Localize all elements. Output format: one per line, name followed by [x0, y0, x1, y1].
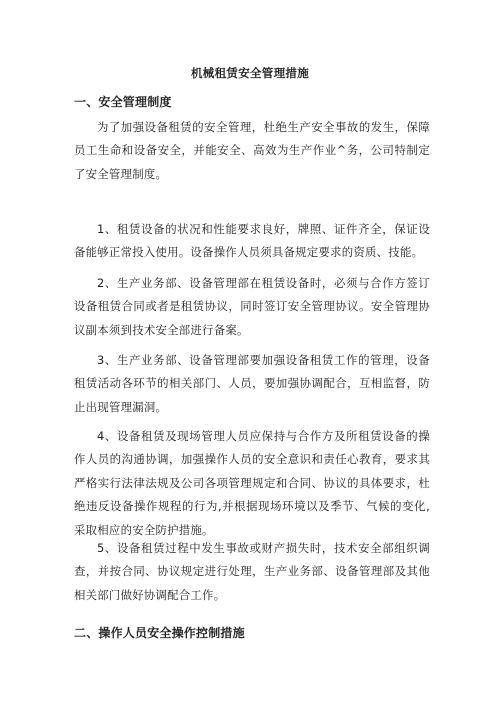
paragraph-item-4: 4、设备租赁及现场管理人员应保持与合作方及所租赁设备的操作人员的沟通协调，加强操作人员的安全意识和责任心教育，要求其严格实行法律法规及公司各项管理规定和合同、协议的具体要求，杜绝违反设备操作规程的行为,并根据现场环境以及季节、气候的变化,采取相应的安全防护措施。 [74, 429, 430, 537]
paragraph-item-1: 1、租赁设备的状况和性能要求良好，牌照、证件齐全，保证设备能够正常投入使用。设备操作人员须具备规定要求的资质、技能。 [74, 222, 430, 260]
section-heading-operator-control: 二、操作人员安全操作控制措施 [74, 626, 245, 640]
document-title: 机械租赁安全管理措施 [191, 66, 309, 80]
paragraph-item-5: 5、设备租赁过程中发生事故或财产损失时，技术安全部组织调查，并按合同、协议规定进行处理，生产业务部、设备管理部及其他相关部门做好协调配合工作。 [74, 541, 430, 602]
paragraph-item-2: 2、生产业务部、设备管理部在租赁设备时，必须与合作方签订设备租赁合同或者是租赁协议，同时签订安全管理协议。安全管理协议副本须到技术安全部进行备案。 [74, 276, 430, 337]
paragraph-item-3: 3、生产业务部、设备管理部要加强设备租赁工作的管理，设备租赁活动各环节的相关部门、人员，要加强协调配合，互相监督，防止出现管理漏洞。 [74, 353, 430, 414]
section-heading-safety-system: 一、安全管理制度 [74, 95, 172, 109]
paragraph-intro: 为了加强设备租赁的安全管理，杜绝生产安全事故的发生，保障员工生命和设备安全，并能安全、高效为生产作业^务，公司特制定了安全管理制度。 [74, 120, 430, 181]
